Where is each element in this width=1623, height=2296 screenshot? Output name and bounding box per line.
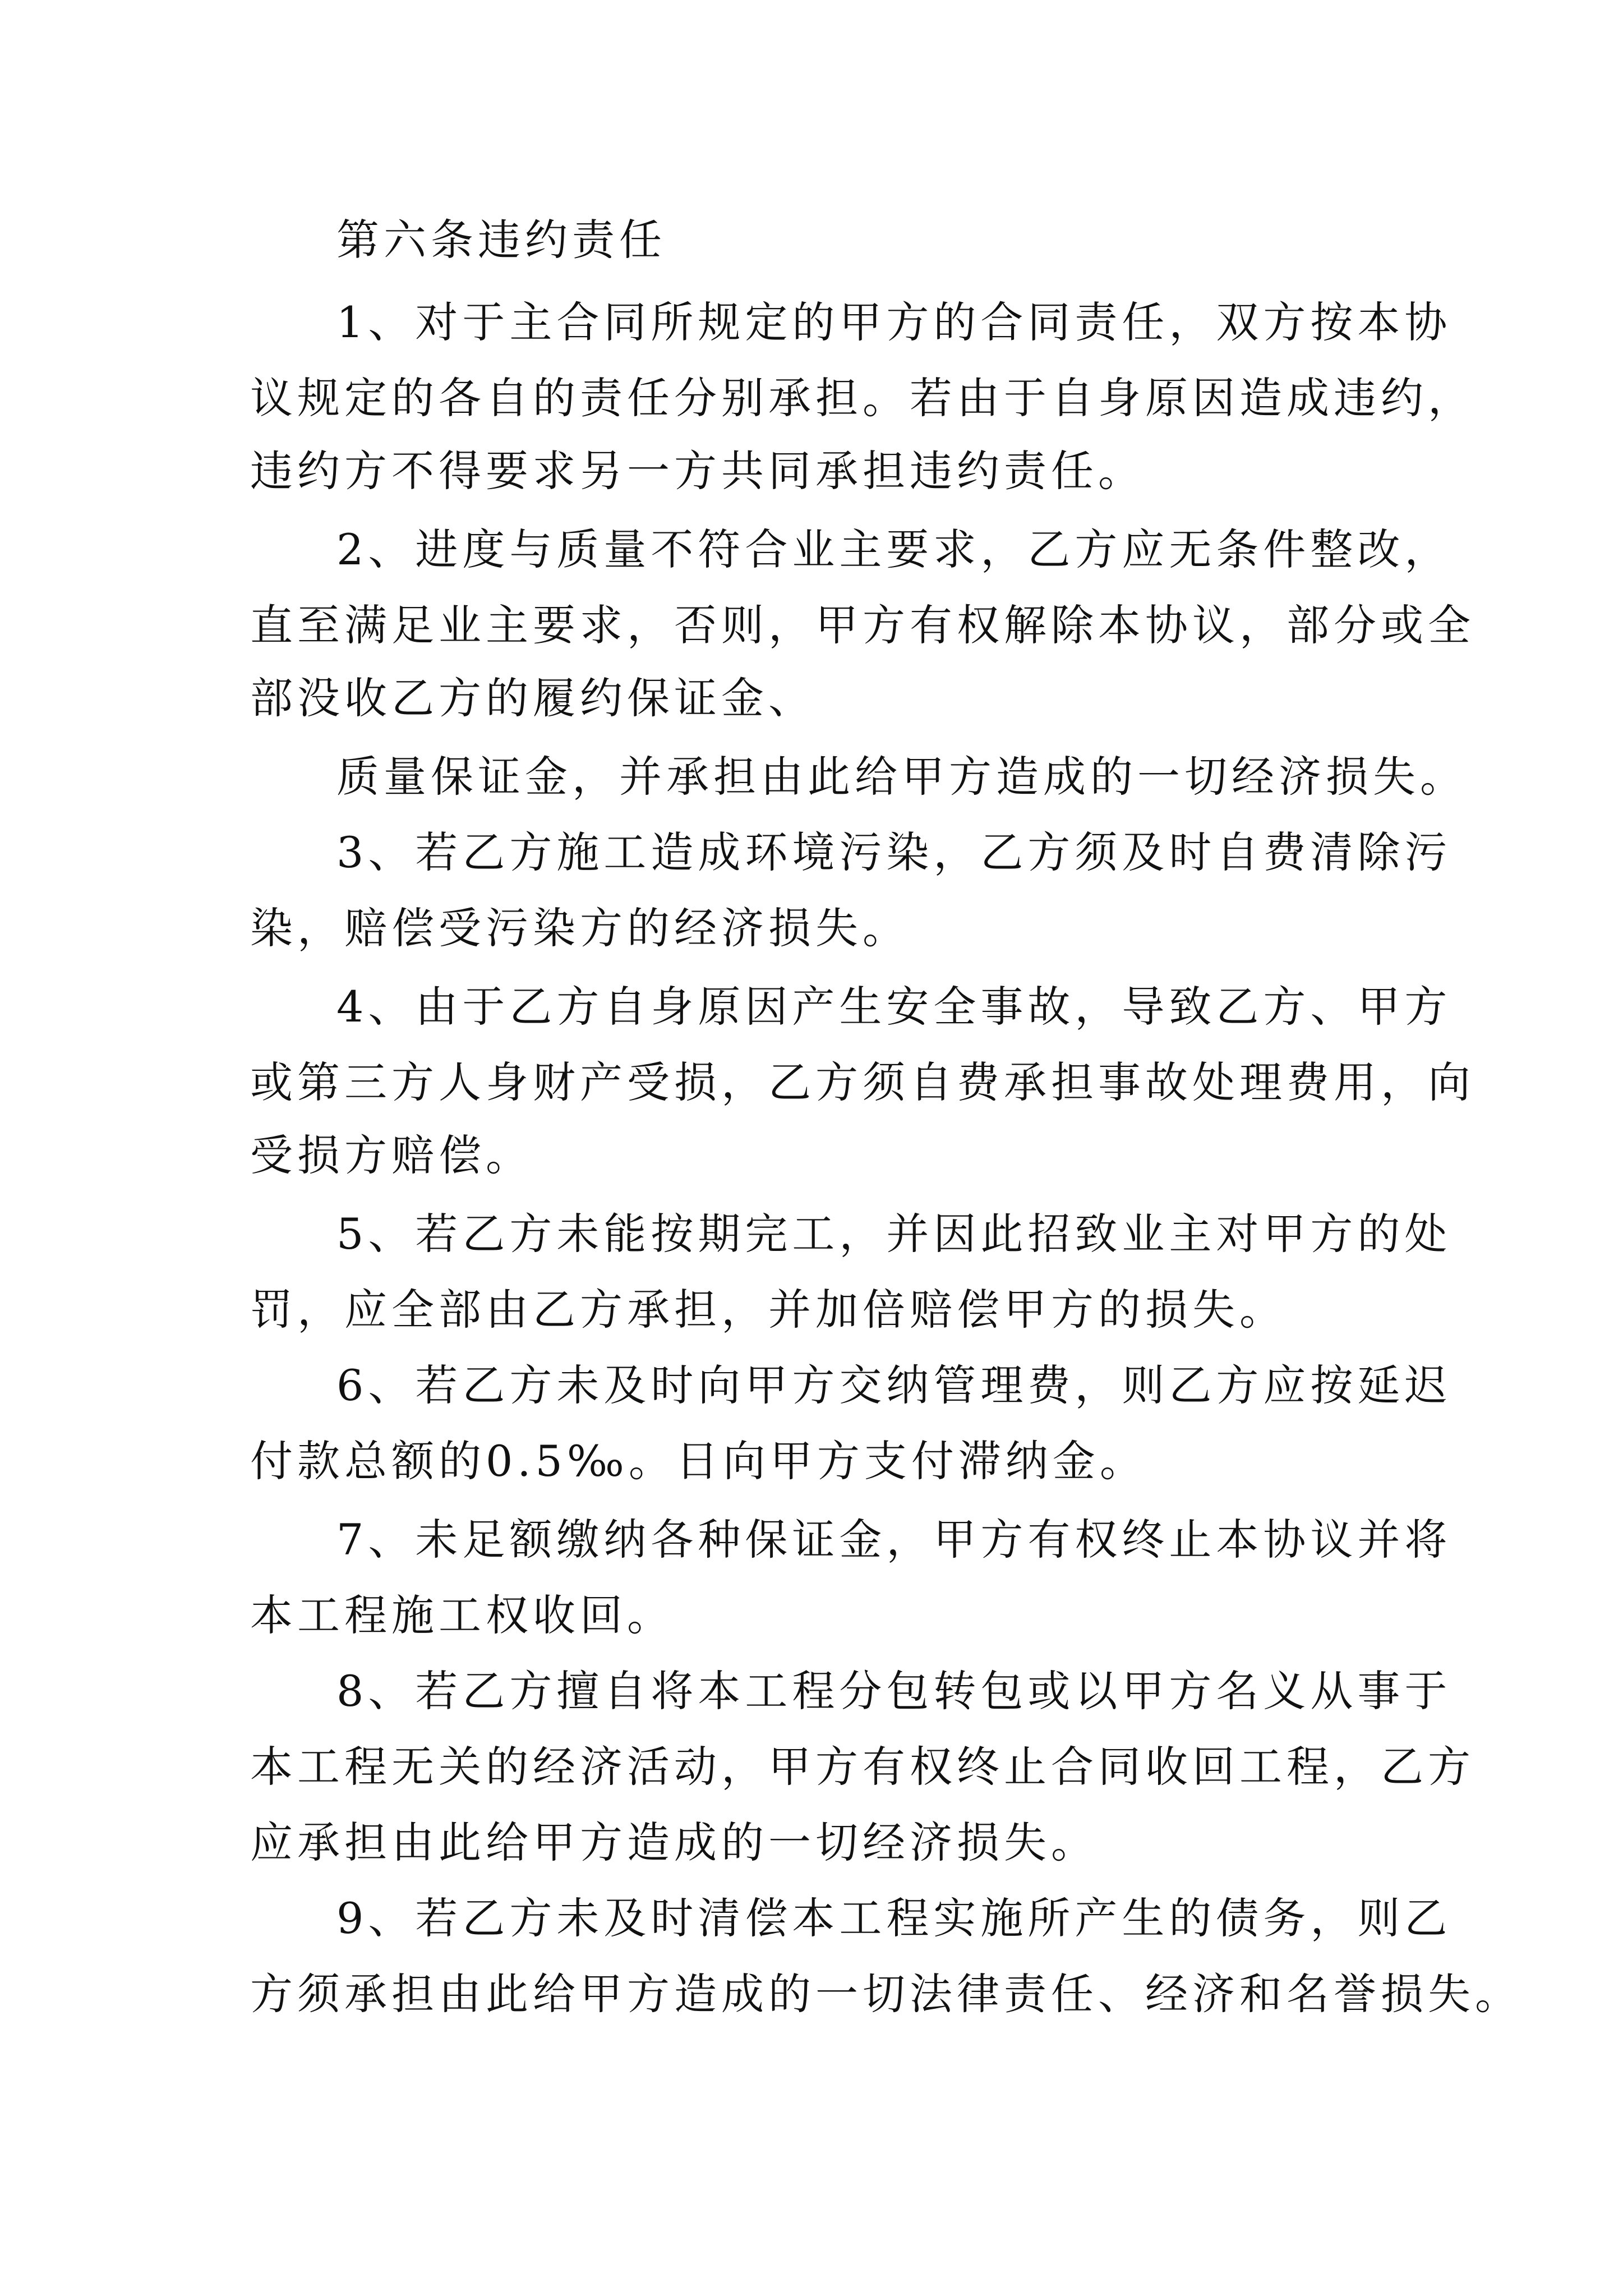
clause-line: 2、进度与质量不符合业主要求，乙方应无条件整改， [336, 524, 1452, 574]
clause-line: 部没收乙方的履约保证金、 [250, 673, 815, 723]
clause-line: 本工程施工权收回。 [250, 1590, 674, 1640]
clause-line: 违约方不得要求另一方共同承担违约责任。 [250, 446, 1145, 496]
clause-line: 染，赔偿受污染方的经济损失。 [250, 903, 910, 953]
clause-line: 受损方赔偿。 [250, 1130, 533, 1180]
clause-line: 4、由于乙方自身原因产生安全事故，导致乙方、甲方 [336, 982, 1452, 1032]
clause-line: 3、若乙方施工造成环境污染，乙方须及时自费清除污 [336, 827, 1452, 877]
clause-line: 7、未足额缴纳各种保证金，甲方有权终止本协议并将 [336, 1515, 1452, 1565]
clause-line: 本工程无关的经济活动，甲方有权终止合同收回工程，乙方 [250, 1742, 1475, 1792]
clause-line: 9、若乙方未及时清偿本工程实施所产生的债务，则乙 [336, 1893, 1452, 1943]
clause-line: 或第三方人身财产受损，乙方须自费承担事故处理费用，向 [250, 1057, 1475, 1107]
clause-line: 8、若乙方擅自将本工程分包转包或以甲方名义从事于 [336, 1666, 1452, 1716]
clause-line: 1、对于主合同所规定的甲方的合同责任，双方按本协 [336, 297, 1452, 347]
clause-line: 5、若乙方未能按期完工，并因此招致业主对甲方的处 [336, 1209, 1452, 1259]
clause-line: 质量保证金，并承担由此给甲方造成的一切经济损失。 [336, 752, 1467, 802]
clause-line: 付款总额的0.5‰。日向甲方支付滞纳金。 [250, 1436, 1147, 1486]
clause-line: 应承担由此给甲方造成的一切经济损失。 [250, 1818, 1098, 1867]
clause-line: 直至满足业主要求，否则，甲方有权解除本协议，部分或全 [250, 600, 1475, 650]
clause-line: 方须承担由此给甲方造成的一切法律责任、经济和名誉损失。 [250, 1969, 1522, 2019]
section-title: 第六条违约责任 [336, 215, 666, 265]
clause-line: 6、若乙方未及时向甲方交纳管理费，则乙方应按延迟 [336, 1360, 1452, 1410]
clause-line: 议规定的各自的责任分别承担。若由于自身原因造成违约， [250, 373, 1475, 423]
clause-line: 罚，应全部由乙方承担，并加倍赔偿甲方的损失。 [250, 1285, 1287, 1335]
